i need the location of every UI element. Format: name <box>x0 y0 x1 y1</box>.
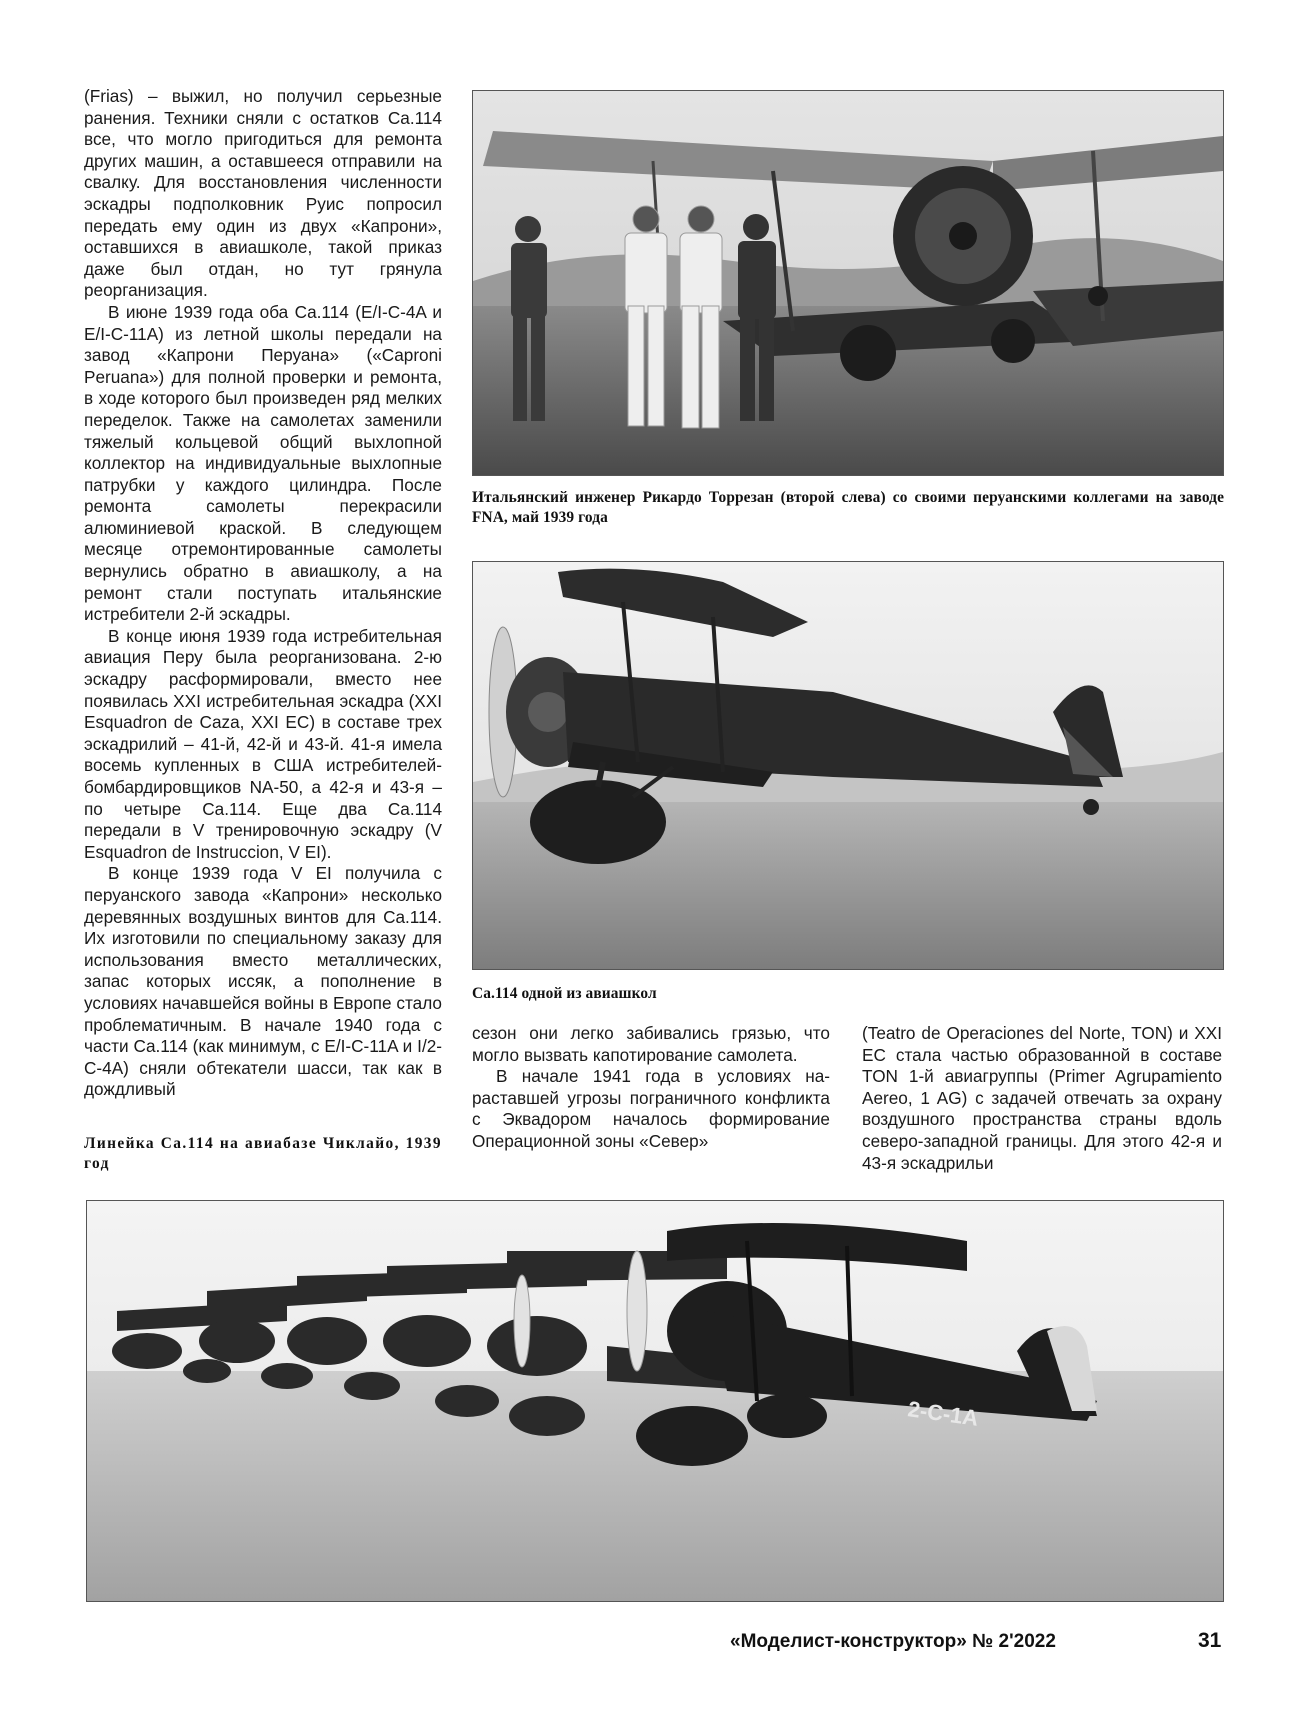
photo-caption-3: Линейка Ca.114 на авиабазе Чиклайо, 1939 год <box>84 1135 442 1172</box>
left-text-column <box>84 86 442 1101</box>
photo-engineers-with-biplane <box>472 90 1224 476</box>
middle-text-column <box>472 1023 830 1153</box>
paragraph: сезон они легко забивались грязью, что могло вызвать капотирование самолета. <box>472 1023 830 1065</box>
paragraph: В начале 1941 года в условиях нараставшей угрозы пограничного конфликта с Эквадором началось формирование Операционной зоны «Север» <box>472 1066 830 1151</box>
page-number: 31 <box>1198 1629 1222 1652</box>
paragraph: (Frias) – выжил, но получил серьезные ранения. Техники сняли с остатков Ca.114 все, что могло пригодиться для ремонта других машин, а оставшееся отправили на свалку. Для восстановления численности эскадры подполковник Руис попросил передать ему один из двух «Капрони», оставшихся в авиашколе, такой приказ даже был отдан, но тут грянула реорганизация. <box>84 86 442 301</box>
paragraph: (Teatro de Operaciones del Norte, TON) и XXI EC стала частью образованной в составе TON 1-й авиагруппы (Primer Agrupamiento Aereo, 1 AG) с задачей отвечать за охрану воздушного пространства страны вдоль северо-западной границы. Для этого 42-я и 43-я эскадрильи <box>862 1023 1222 1173</box>
photo-ca114-aviation-school <box>472 561 1224 970</box>
photo-caption-1: Итальянский инженер Рикардо Торрезан (второй слева) со своими перуанскими коллегами на заводе FNA, май 1939 года <box>472 489 1224 526</box>
paragraph: В конце июня 1939 года истребительная авиация Перу была реорганизована. 2-ю эскадру расформировали, вместо нее появилась XXI истребительная эскадра (XXI Esquadron de Caza, XXI EC) в составе трех эскадрилий – 41-й, 42-й и 43-й. 41-я имела восемь купленных в США истребителей-бомбардировщиков NA-50, а 42-я и 43-я – по четыре Ca.114. Еще два Ca.114 передали в V тренировочную эскадру (V Esquadron de Instruccion, V EI). <box>84 625 442 862</box>
photo-ca114-lineup-chiclayo <box>86 1200 1224 1602</box>
right-text-column <box>862 1023 1222 1174</box>
magazine-title: «Моделист-конструктор» № 2'2022 <box>730 1631 1056 1652</box>
aircraft-code-marking: 2-C-1A <box>906 1396 980 1431</box>
paragraph: В июне 1939 года оба Ca.114 (E/I-C-4A и E/I-C-11A) из летной школы передали на завод «Капрони Перуана» («Caproni Peruana») для полной проверки и ремонта, в ходе которого был произведен ряд мелких переделок. Также на самолетах заменили тяжелый кольцевой общий выхлопной коллектор на индивидуальные выхлопные патрубки у каждого цилиндра. После ремонта самолеты перекрасили алюминиевой краской. В следующем месяце отремонтированные самолеты вернулись обратно в авиашколу, а на ремонт стали поступать итальянские истребители 2-й эскадры. <box>84 301 442 625</box>
paragraph: В конце 1939 года V EI получила с перуанского завода «Капрони» несколько деревянных воздушных винтов для Ca.114. Их изготовили по специальному заказу для использования вместо металлических, запас которых иссяк, а пополнение в условиях начавшейся войны в Европе стало проблематичным. В начале 1940 года с части Ca.114 (как минимум, с E/I-C-11A и I/2-C-4A) сняли обтекатели шасси, так как в дождливый <box>84 863 442 1100</box>
photo-caption-2: Ca.114 одной из авиашкол <box>472 985 657 1002</box>
